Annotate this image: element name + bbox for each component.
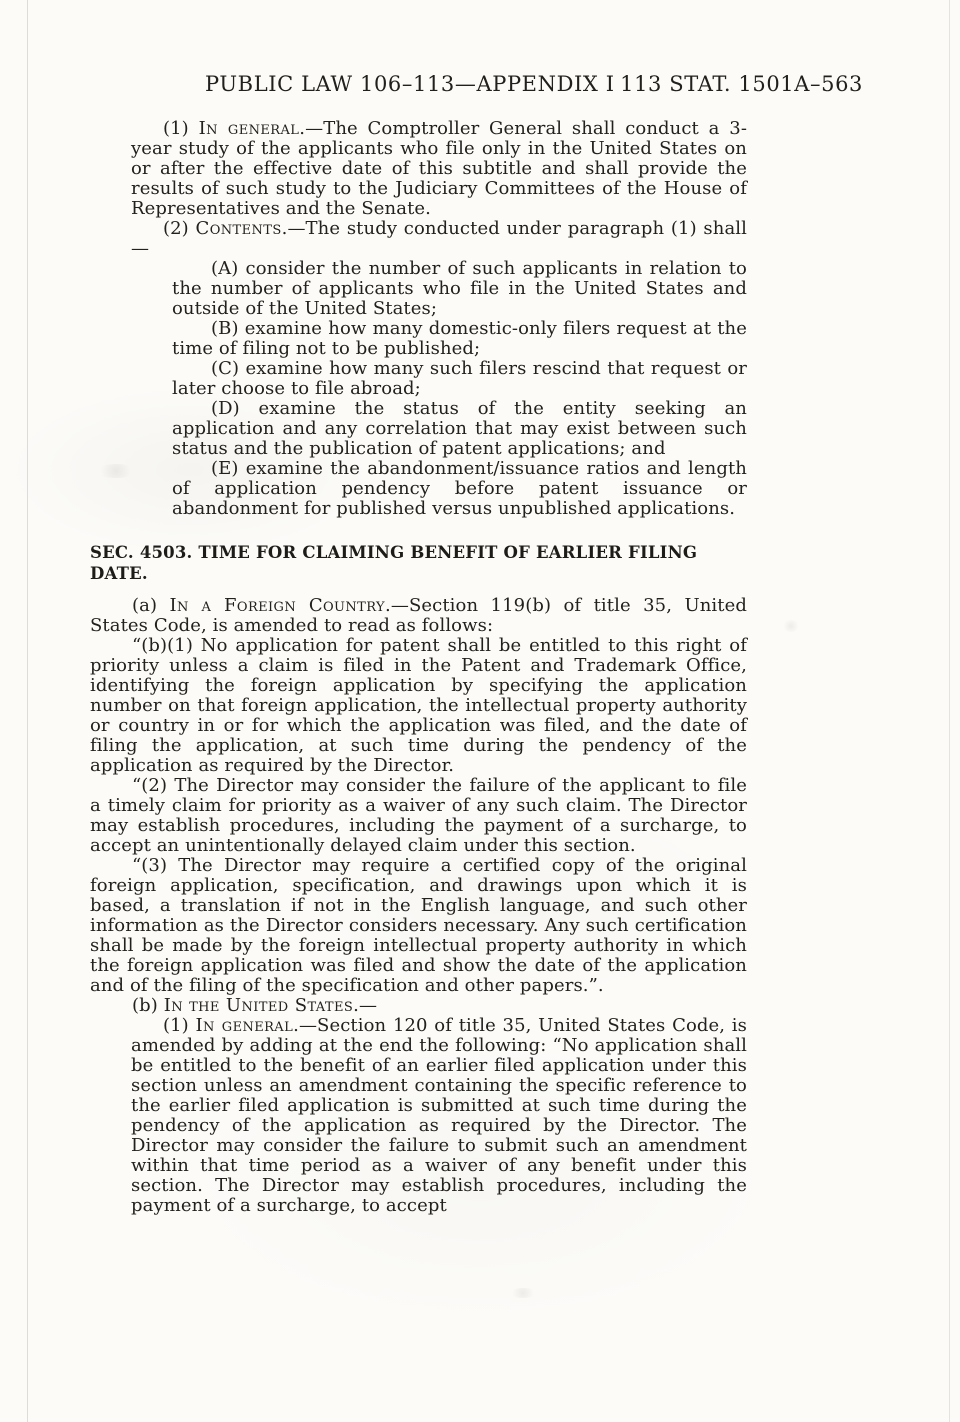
subsection-b-united-states bbox=[90, 996, 747, 1016]
paragraph-number: (2) bbox=[163, 218, 196, 239]
paragraph-text: (B) examine how many domestic-only filers request at the time of filing not to be published; bbox=[172, 318, 747, 359]
paragraph-smallcaps-label: In general bbox=[198, 118, 300, 139]
paragraph-smallcaps-label: In the United States bbox=[163, 995, 354, 1016]
paragraph-text: .—Section 119(b) of title 35, United States Code, is amended to read as follows: bbox=[90, 595, 747, 636]
subparagraph-C bbox=[172, 359, 747, 399]
paragraph-b1-in-general bbox=[131, 1016, 747, 1216]
paragraph-text: “(b)(1) No application for patent shall be entitled to this right of priority unless a claim is filed in the Patent and Trademark Office, identifying the foreign application by specifying the application number on that foreign application, the intellectual property authority or country in or for which the application was filed, and the date of filing the application, at such time during the pendency of the application as required by the Director. bbox=[90, 635, 747, 776]
subparagraph-B bbox=[172, 319, 747, 359]
paragraph-text: (D) examine the status of the entity seeking an application and any correlation that may exist between such status and the publication of patent applications; and bbox=[172, 398, 747, 459]
quoted-paragraph-b1 bbox=[90, 636, 747, 776]
scan-artifact bbox=[782, 620, 800, 632]
running-head-stat-page: 113 STAT. 1501A–563 bbox=[620, 72, 863, 96]
document-body bbox=[90, 119, 747, 1216]
paragraph-text: (C) examine how many such filers rescind that request or later choose to file abroad; bbox=[172, 358, 747, 399]
paragraph-text: .—The Comptroller General shall conduct a 3-year study of the applicants who file only in the United States on or after the effective date of this subtitle and shall provide the results of such study to the Judiciary Committees of the House of Representatives and the Senate. bbox=[131, 118, 748, 219]
paragraph-2-contents bbox=[131, 219, 747, 259]
paragraph-smallcaps-label: Contents bbox=[195, 218, 282, 239]
paragraph-text: .—The study conducted under paragraph (1) shall— bbox=[131, 218, 747, 259]
subparagraph-D bbox=[172, 399, 747, 459]
scan-artifact bbox=[508, 1288, 538, 1298]
paragraph-text: “(2) The Director may consider the failure of the applicant to file a timely claim for priority as a waiver of any such claim. The Director may establish procedures, including the payment of a surcharge, to accept an unintentionally delayed claim under this section. bbox=[90, 775, 747, 856]
section-heading-4503: SEC. 4503. TIME FOR CLAIMING BENEFIT OF EARLIER FILING DATE. bbox=[90, 543, 698, 583]
page-edge-left-line bbox=[27, 0, 28, 1422]
subparagraph-E bbox=[172, 459, 747, 519]
paragraph-number: (a) bbox=[132, 595, 170, 616]
paragraph-smallcaps-label: In a Foreign Country bbox=[169, 595, 386, 616]
paragraph-text: (E) examine the abandonment/issuance ratios and length of application pendency before patent issuance or abandonment for published versus unpublished applications. bbox=[172, 458, 747, 519]
paragraph-text: .— bbox=[353, 995, 378, 1016]
paragraph-number: (1) bbox=[163, 118, 199, 139]
paragraph-number: (b) bbox=[132, 995, 164, 1016]
page-edge-right-line bbox=[949, 0, 950, 1422]
paragraph-smallcaps-label: In general bbox=[195, 1015, 294, 1036]
paragraph-1-in-general bbox=[131, 119, 747, 219]
paragraph-text: .—Section 120 of title 35, United States Code, is amended by adding at the end the following: “No application shall be entitled to the benefit of an earlier filed application under this section unless an amendment containing the specific reference to the earlier filed application is submitted at such time during the pendency of the application as required by the Director. The Director may consider the failure to submit such an amendment within that time period as a waiver of any benefit under this section. The Director may establish procedures, including the payment of a surcharge, to accept bbox=[131, 1015, 747, 1216]
quoted-paragraph-2 bbox=[90, 776, 747, 856]
subsection-a-foreign-country bbox=[90, 596, 747, 636]
subparagraph-A bbox=[172, 259, 747, 319]
paragraph-text: “(3) The Director may require a certified copy of the original foreign application, specification, and drawings upon which it is based, a translation if not in the English language, and such other information as the Director considers necessary. Any such certification shall be made by the foreign intellectual property authority in which the foreign application was filed and show the date of the application and of the filing of the specification and other papers.”. bbox=[90, 855, 747, 996]
paragraph-text: (A) consider the number of such applicants in relation to the number of applicants who file in the United States and outside of the United States; bbox=[172, 258, 747, 319]
quoted-paragraph-3 bbox=[90, 856, 747, 996]
paragraph-number: (1) bbox=[163, 1015, 196, 1036]
running-head bbox=[205, 72, 863, 96]
running-head-law-title: PUBLIC LAW 106–113—APPENDIX I bbox=[205, 72, 615, 96]
